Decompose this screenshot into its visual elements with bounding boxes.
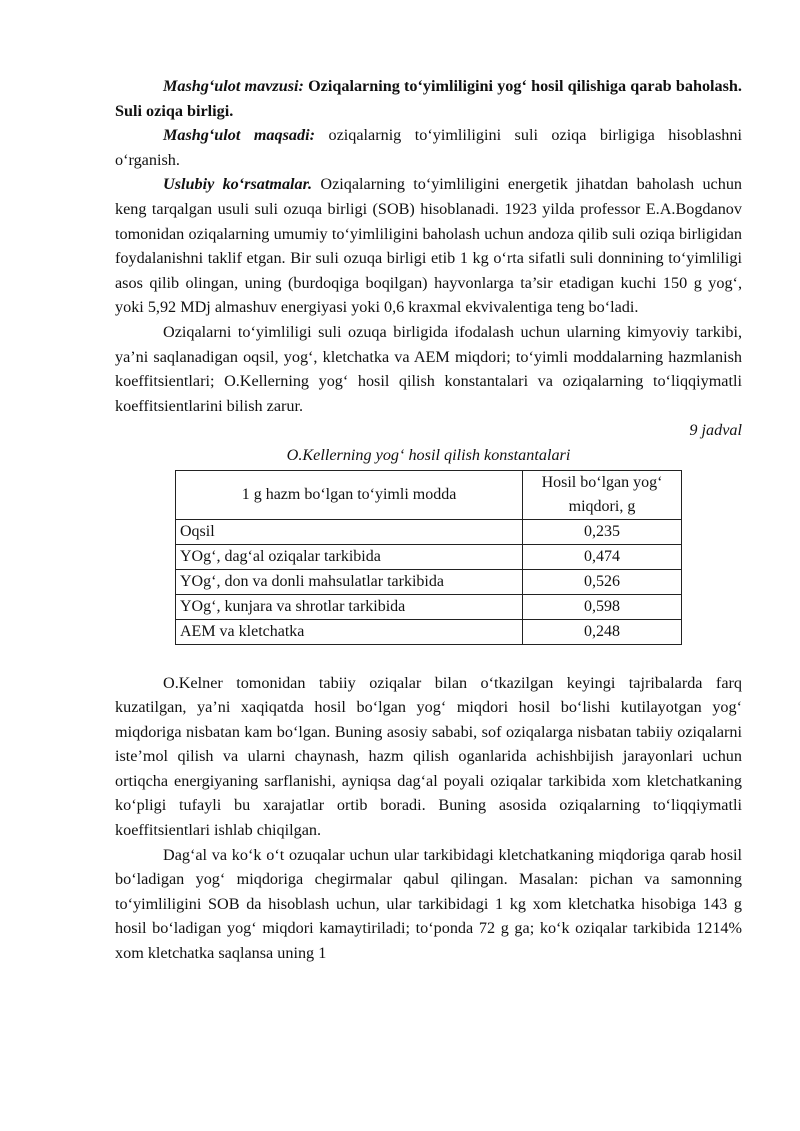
- spacer: [115, 645, 742, 671]
- deductions-paragraph: Dag‘al va ko‘k o‘t ozuqalar uchun ular tarkibidagi kletchatkaning miqdoriga qarab hosil bo‘ladigan yog‘ miqdoriga chegirmalar qabul qilingan. Masalan: pichan va samonning to‘yimliligini SOB da hisoblash uchun, ular tarkibidagi 1 kg xom kletchatka hisobiga 143 g hosil bo‘ladigan yog‘ miqdori kamaytiriladi; to‘ponda 72 g ga; ko‘k oziqalar tarkibida 1214% xom kletchatka saqlansa uning 1: [115, 845, 742, 963]
- table-header-cell: Hosil bo‘lgan yog‘ miqdori, g: [523, 470, 682, 519]
- table-title: O.Kellerning yog‘ hosil qilish konstantalari: [286, 445, 571, 464]
- kellner-paragraph: O.Kelner tomonidan tabiiy oziqalar bilan o‘tkazilgan keyingi tajribalarda farq kuzatilgan, ya’ni xaqiqatda hosil bo‘lgan yog‘ miqdori hosil bo‘lishi kutilayotgan yog‘ miqdoriga nisbatan kam bo‘lgan. Buning asosiy sababi, sof oziqalarga nisbatan tabiiy oziqalarni iste’mol qilish va ularni chaynash, hazm qilish oganlarida achishbijish jarayonlari uchun ortiqcha energiyaning sarflanishi, ayniqsa dag‘al poyali oziqalar tarkibida xom kletchatkaning ko‘pligi tufayli bu xarajatlar ortib boradi. Buning asosida oziqalarning to‘liqqiymatli koeffitsientlari ishlab chiqilgan.: [115, 673, 742, 840]
- table-cell: 0,526: [523, 569, 682, 594]
- table-cell: Oqsil: [176, 519, 523, 544]
- table-row: [176, 519, 682, 544]
- guidelines-label: Uslubiy ko‘rsatmalar.: [163, 175, 313, 194]
- table-cell: 0,248: [523, 619, 682, 644]
- topic-label: Mashg‘ulot mavzusi:: [163, 77, 304, 95]
- topic-text: Oziqalarning to‘yimliligini yog‘ hosil qilishiga qarab baholash. Suli oziqa birligi.: [115, 77, 742, 120]
- table-cell: 0,474: [523, 544, 682, 569]
- table-number: 9 jadval: [689, 421, 742, 440]
- table-row: [176, 619, 682, 644]
- goal-label: Mashg‘ulot maqsadi:: [163, 126, 315, 145]
- table-cell: 0,235: [523, 519, 682, 544]
- guidelines-paragraph: [115, 172, 742, 320]
- table-row: [176, 594, 682, 619]
- table-header-cell: 1 g hazm bo‘lgan to‘yimli modda: [176, 470, 523, 519]
- goal-paragraph: [115, 123, 742, 172]
- guidelines-text: Oziqalarning to‘yimliligini energetik jihatdan baholash uchun keng tarqalgan usuli suli ozuqa birligi (SOB) hisoblanadi. 1923 yilda professor E.A.Bogdanov tomonidan oziqalarning umumiy to‘yimliligini baholash uchun andoza qilib suli oziqa birligidan foydalanishni taklif etgan. Bir suli ozuqa birligi etib 1 kg o‘rta sifatli suli donnining to‘yimliligi asos qilib olingan, uning (burdoqiga boqilgan) hayvonlarga ta’sir etadigan kuchi 150 g yog‘, yoki 5,92 MDj almashuv energiyasi yoki 0,6 kraxmal ekvivalentiga teng bo‘ladi.: [115, 175, 743, 317]
- requirements-paragraph: Oziqalarni to‘yimliligi suli ozuqa birligida ifodalash uchun ularning kimyoviy tarkibi, ya’ni saqlanadigan oqsil, yog‘, kletchatka va AEM miqdori; to‘yimli moddalarning hazmlanish koeffitsientlari; O.Kellerning yog‘ hosil qilish konstantalari va oziqalarning to‘liqqiymatli koeffitsientlarini bilish zarur.: [115, 322, 742, 415]
- keller-constants-table: [175, 470, 682, 645]
- topic-paragraph: [115, 74, 742, 123]
- table-cell: AEM va kletchatka: [176, 619, 523, 644]
- table-row: [176, 569, 682, 594]
- table-row: [176, 544, 682, 569]
- table-cell: YOg‘, kunjara va shrotlar tarkibida: [176, 594, 523, 619]
- table-cell: 0,598: [523, 594, 682, 619]
- table-cell: YOg‘, don va donli mahsulatlar tarkibida: [176, 569, 523, 594]
- goal-text: oziqalarnig to‘yimliligini suli oziqa birligiga hisoblashni o‘rganish.: [115, 126, 742, 169]
- table-cell: YOg‘, dag‘al oziqalar tarkibida: [176, 544, 523, 569]
- table-header-row: [176, 470, 682, 519]
